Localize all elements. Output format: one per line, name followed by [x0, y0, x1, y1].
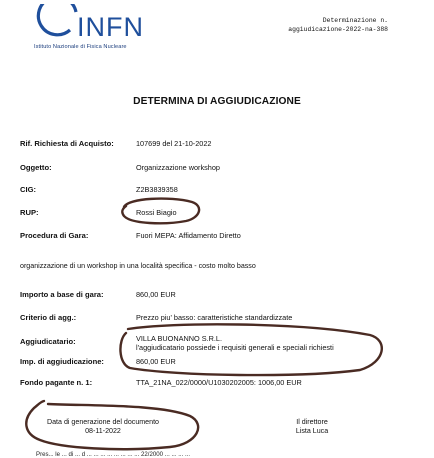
- cig-label: CIG:: [20, 185, 37, 194]
- generation-date-circle: [26, 401, 198, 449]
- fondo-label: Fondo pagante n. 1:: [20, 378, 93, 387]
- rup-label: RUP:: [20, 208, 39, 217]
- logo-subtitle: Istituto Nazionale di Fisica Nucleare: [34, 44, 127, 50]
- description-text: organizzazione di un workshop in una località specifica - costo molto basso: [20, 262, 256, 270]
- rif-value: 107699 del 21-10-2022: [136, 139, 212, 148]
- procedura-label: Procedura di Gara:: [20, 231, 89, 240]
- doc-ref-line2: aggiudicazione-2022-na-388: [288, 26, 388, 33]
- rup-circle: [122, 199, 199, 224]
- oggetto-value: Organizzazione workshop: [136, 163, 220, 172]
- importo-value: 860,00 EUR: [136, 290, 176, 299]
- signer-role: Il direttore: [296, 418, 328, 426]
- aggiudicatario-name: VILLA BUONANNO S.R.L.: [136, 334, 222, 343]
- imp-aggiudicazione-value: 860,00 EUR: [136, 357, 176, 366]
- criterio-value: Prezzo piu' basso: caratteristiche standardizzate: [136, 313, 293, 322]
- aggiudicatario-circle: [120, 324, 381, 375]
- oggetto-label: Oggetto:: [20, 163, 52, 172]
- procedura-value: Fuori MEPA: Affidamento Diretto: [136, 231, 241, 240]
- generation-date-value: 08-11-2022: [85, 427, 121, 435]
- generation-date-label: Data di generazione del documento: [46, 418, 159, 426]
- importo-label: Importo a base di gara:: [20, 290, 104, 299]
- aggiudicatario-requisiti: l'aggiudicatario possiede i requisiti generali e speciali richiesti: [136, 343, 334, 352]
- aggiudicatario-label: Aggiudicatario:: [20, 337, 76, 346]
- rup-value: Rossi Biagio: [136, 208, 177, 217]
- page-title: DETERMINA DI AGGIUDICAZIONE: [133, 96, 301, 107]
- fondo-value: TTA_21NA_022/0000/U1030202005: 1006,00 EUR: [136, 378, 302, 387]
- logo-text: INFN: [77, 12, 144, 42]
- doc-ref-line1: Determinazione n.: [322, 17, 388, 24]
- criterio-label: Criterio di agg.:: [20, 313, 77, 322]
- signer-name: Lista Luca: [295, 427, 329, 435]
- rif-label: Rif. Richiesta di Acquisto:: [20, 139, 114, 148]
- cig-value: Z2B3839358: [136, 185, 178, 194]
- imp-aggiudicazione-label: Imp. di aggiudicazione:: [20, 357, 104, 366]
- cut-off-text: Pres... le ... di ... d ... ... ... ... ... ... ... ... 22/2000 ... ... ... ...: [36, 451, 191, 458]
